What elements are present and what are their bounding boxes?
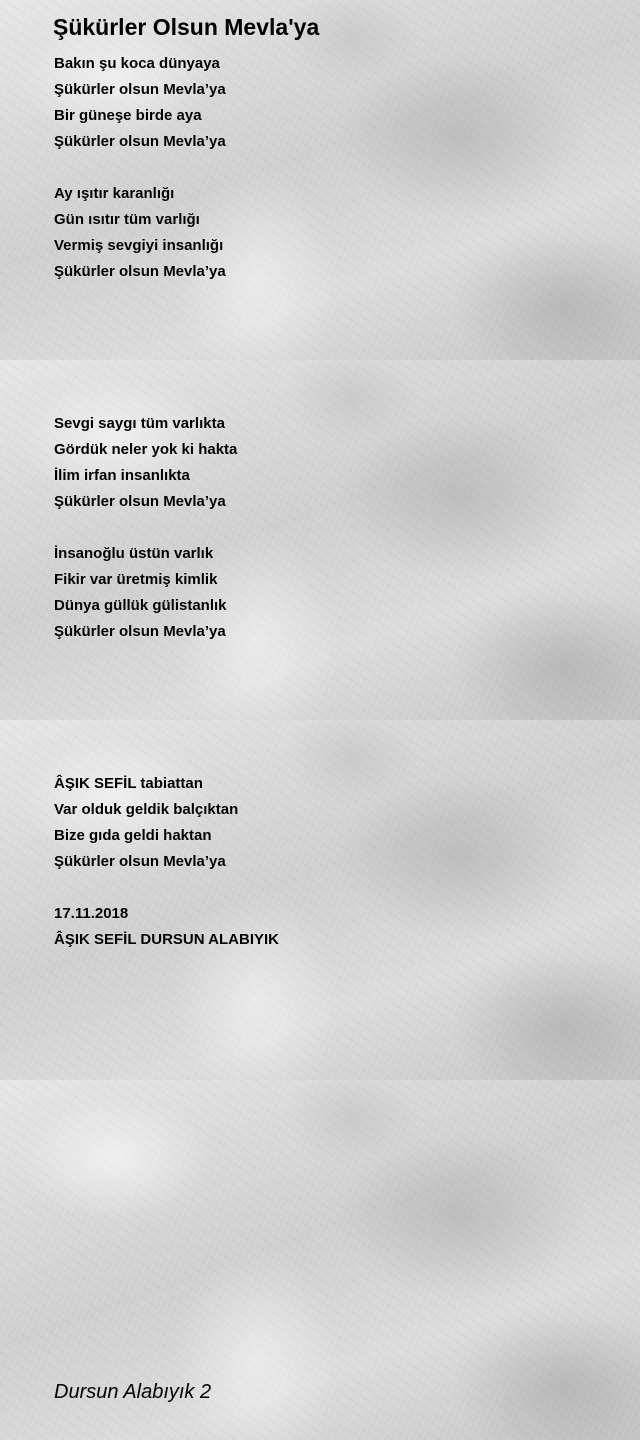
poem-panel-3 — [0, 720, 640, 1080]
poem-panel-2 — [0, 360, 640, 720]
poem-line: Bize gıda geldi haktan — [54, 827, 212, 844]
poem-line: Dünya güllük gülistanlık — [54, 597, 227, 614]
poem-line: Şükürler olsun Mevla’ya — [54, 263, 226, 280]
stanza-3 — [54, 411, 237, 515]
poem-line: ÂŞIK SEFİL tabiattan — [54, 775, 203, 792]
poem-line: Sevgi saygı tüm varlıkta — [54, 415, 225, 432]
poem-line: Şükürler olsun Mevla’ya — [54, 853, 226, 870]
poem-line: Gördük neler yok ki hakta — [54, 441, 238, 458]
poem-panel-1 — [0, 0, 640, 360]
stanza-1 — [54, 51, 226, 155]
author-signature: Dursun Alabıyık 2 — [54, 1381, 212, 1403]
stanza-5 — [54, 771, 238, 875]
stanza-2 — [54, 181, 226, 285]
poem-line: Şükürler olsun Mevla’ya — [54, 493, 226, 510]
poem-line: Şükürler olsun Mevla’ya — [54, 133, 226, 150]
poem-line: Bir güneşe birde aya — [54, 107, 202, 124]
poem-line: Şükürler olsun Mevla’ya — [54, 623, 226, 640]
poem-title: Şükürler Olsun Mevla'ya — [53, 14, 320, 40]
poem-line: İlim irfan insanlıkta — [54, 467, 190, 484]
poem-line: Ay ışıtır karanlığı — [54, 185, 175, 202]
poem-line: Bakın şu koca dünyaya — [54, 55, 220, 72]
poem-panel-4 — [0, 1080, 640, 1440]
poem-author: ÂŞIK SEFİL DURSUN ALABIYIK — [54, 931, 280, 948]
poem-line: Var olduk geldik balçıktan — [54, 801, 239, 818]
poem-line: Gün ısıtır tüm varlığı — [54, 211, 200, 228]
poem-line: Fikir var üretmiş kimlik — [54, 571, 218, 588]
poem-footer — [54, 901, 279, 953]
poem-line: Vermiş sevgiyi insanlığı — [54, 237, 224, 254]
poem-line: İnsanoğlu üstün varlık — [54, 545, 214, 562]
stanza-4 — [54, 541, 227, 645]
poem-line: Şükürler olsun Mevla’ya — [54, 81, 226, 98]
poem-date: 17.11.2018 — [54, 905, 129, 922]
